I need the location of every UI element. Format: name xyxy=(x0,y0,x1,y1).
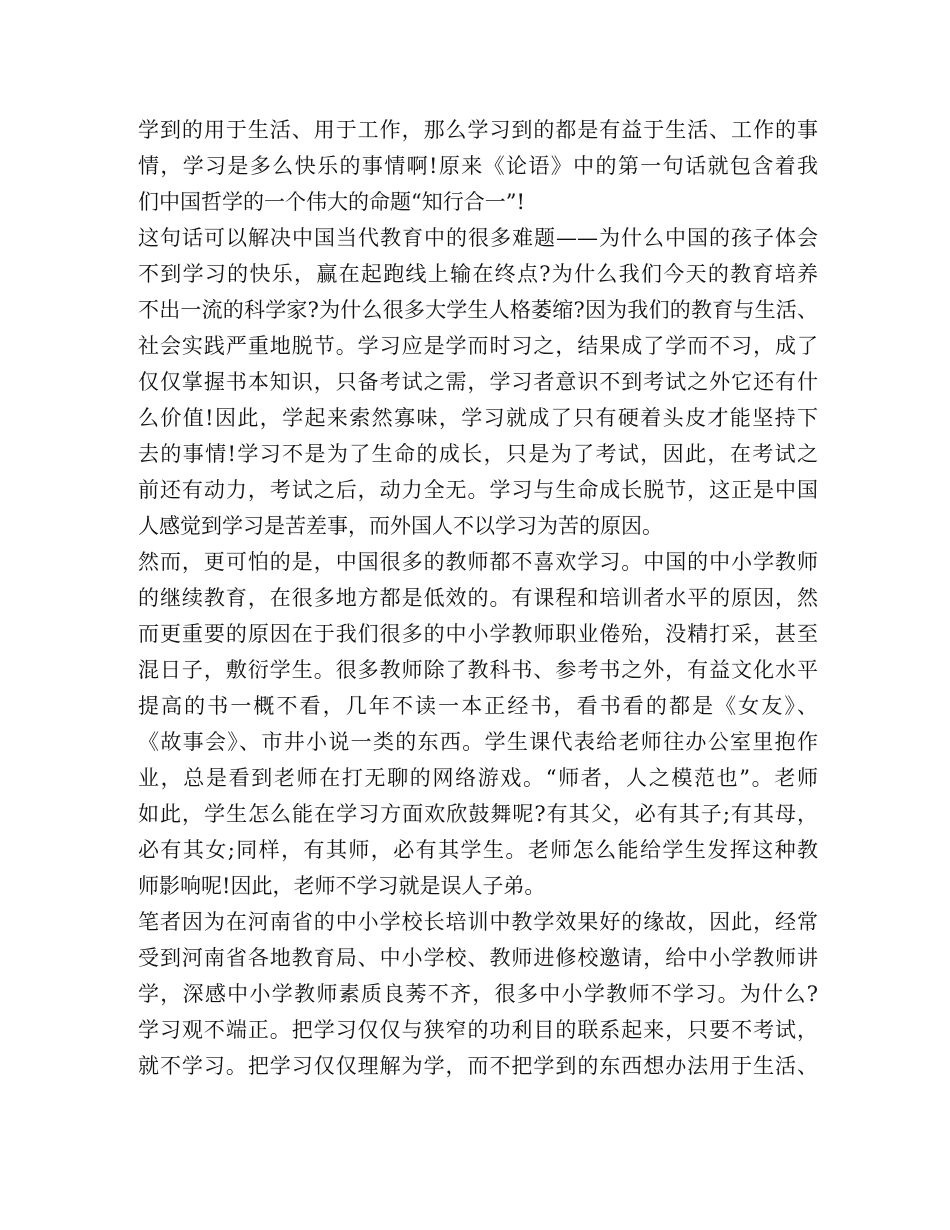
text-line: 师影响呢!因此，老师不学习就是误人子弟。 xyxy=(138,874,546,898)
text-line: 的继续教育，在很多地方都是低效的。有课程和培训者水平的原因，然 xyxy=(138,586,818,610)
text-line: 然而，更可怕的是，中国很多的教师都不喜欢学习。中国的中小学教师 xyxy=(138,550,818,574)
text-line: 受到河南省各地教育局、中小学校、教师进修校邀请，给中小学教师讲 xyxy=(138,946,818,970)
text-line: 前还有动力，考试之后，动力全无。学习与生命成长脱节，这正是中国 xyxy=(138,478,818,502)
text-line: 们中国哲学的一个伟大的命题“知行合一”! xyxy=(138,190,525,214)
text-line: 去的事情!学习不是为了生命的成长，只是为了考试，因此，在考试之 xyxy=(138,442,818,466)
text-line: 笔者因为在河南省的中小学校长培训中教学效果好的缘故，因此，经常 xyxy=(138,910,818,934)
text-line: 这句话可以解决中国当代教育中的很多难题——为什么中国的孩子体会 xyxy=(138,226,818,250)
text-line: 学到的用于生活、用于工作，那么学习到的都是有益于生活、工作的事 xyxy=(138,118,818,142)
text-line: 仅仅掌握书本知识，只备考试之需，学习者意识不到考试之外它还有什 xyxy=(138,370,818,394)
text-line: 《故事会》、市井小说一类的东西。学生课代表给老师往办公室里抱作 xyxy=(138,730,818,754)
text-line: 人感觉到学习是苦差事，而外国人不以学习为苦的原因。 xyxy=(138,514,663,538)
text-line: 情，学习是多么快乐的事情啊!原来《论语》中的第一句话就包含着我 xyxy=(138,154,818,178)
text-line: 社会实践严重地脱节。学习应是学而时习之，结果成了学而不习，成了 xyxy=(138,334,818,358)
text-line: 学，深感中小学教师素质良莠不齐，很多中小学教师不学习。为什么? xyxy=(138,982,818,1006)
text-line: 业，总是看到老师在打无聊的网络游戏。“师者，人之模范也”。老师 xyxy=(138,766,818,790)
text-line: 而更重要的原因在于我们很多的中小学教师职业倦殆，没精打采，甚至 xyxy=(138,622,818,646)
text-line: 混日子，敷衍学生。很多教师除了教科书、参考书之外，有益文化水平 xyxy=(138,658,818,682)
text-line: 就不学习。把学习仅仅理解为学，而不把学到的东西想办法用于生活、 xyxy=(138,1054,818,1078)
text-line: 提高的书一概不看，几年不读一本正经书，看书看的都是《女友》、 xyxy=(138,694,818,718)
text-line: 么价值!因此，学起来索然寡味，学习就成了只有硬着头皮才能坚持下 xyxy=(138,406,818,430)
text-line: 学习观不端正。把学习仅仅与狭窄的功利目的联系起来，只要不考试， xyxy=(138,1018,818,1042)
text-line: 必有其女;同样，有其师，必有其学生。老师怎么能给学生发挥这种教 xyxy=(138,838,818,862)
text-line: 不到学习的快乐，赢在起跑线上输在终点?为什么我们今天的教育培养 xyxy=(138,262,818,286)
text-line: 不出一流的科学家?为什么很多大学生人格萎缩?因为我们的教育与生活、 xyxy=(138,298,818,322)
text-line: 如此，学生怎么能在学习方面欢欣鼓舞呢?有其父，必有其子;有其母， xyxy=(138,802,818,826)
document-body xyxy=(138,112,818,1084)
